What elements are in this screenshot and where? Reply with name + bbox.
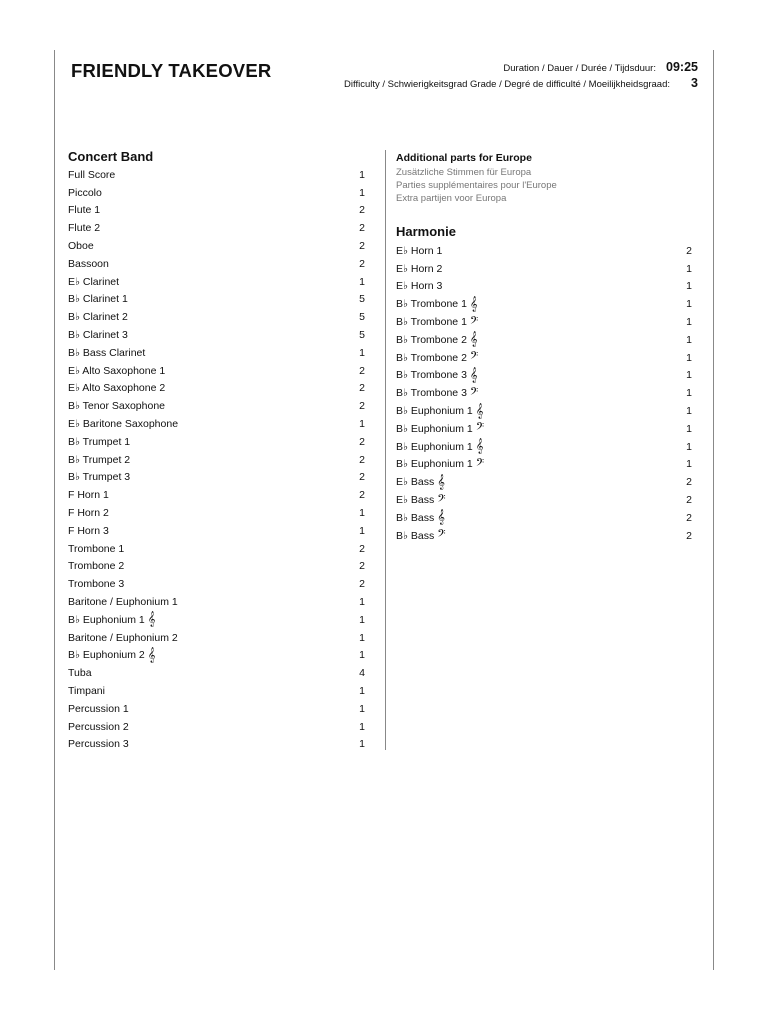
part-row [68, 380, 365, 398]
part-label: B♭ Tenor Saxophone [68, 400, 165, 413]
part-row [68, 184, 365, 202]
part-name [396, 280, 442, 292]
part-name [68, 293, 128, 305]
part-quantity: 1 [359, 186, 365, 199]
part-label: B♭ Euphonium 1 [396, 422, 473, 435]
part-name [68, 738, 129, 750]
part-quantity: 2 [359, 382, 365, 395]
part-row [396, 527, 692, 545]
part-label: Flute 2 [68, 222, 101, 235]
part-row [68, 415, 365, 433]
part-row [68, 593, 365, 611]
part-quantity: 2 [359, 257, 365, 270]
part-name [396, 458, 484, 471]
part-name [396, 245, 442, 257]
part-name [396, 387, 478, 400]
part-label: E♭ Horn 3 [396, 280, 443, 293]
part-label: B♭ Trombone 3 [396, 387, 467, 400]
part-row [68, 219, 365, 237]
part-name [396, 263, 442, 275]
part-name [68, 169, 115, 181]
part-name [68, 703, 129, 715]
part-row [396, 473, 692, 491]
part-quantity: 1 [359, 738, 365, 751]
duration-row [344, 60, 698, 76]
part-row [68, 718, 365, 736]
part-name [68, 365, 165, 377]
part-name [68, 311, 128, 323]
part-row [396, 331, 692, 349]
part-name [396, 298, 478, 311]
part-name [396, 440, 483, 453]
part-label: B♭ Trombone 1 [396, 316, 467, 329]
part-quantity: 2 [359, 400, 365, 413]
part-quantity: 2 [686, 476, 692, 489]
part-row [68, 237, 365, 255]
column-divider [385, 150, 386, 750]
part-row [396, 384, 692, 402]
part-row [396, 278, 692, 296]
part-quantity: 5 [359, 293, 365, 306]
part-label: F Horn 1 [68, 489, 109, 502]
part-name [68, 329, 128, 341]
part-label: E♭ Alto Saxophone 1 [68, 364, 166, 377]
part-row [68, 344, 365, 362]
part-label: E♭ Clarinet [68, 275, 120, 288]
left-margin-rule [54, 50, 55, 970]
part-row [68, 308, 365, 326]
part-row [396, 295, 692, 313]
part-quantity: 1 [686, 387, 692, 400]
part-name [68, 418, 178, 430]
part-label: B♭ Trumpet 2 [68, 453, 131, 466]
part-label: Piccolo [68, 186, 102, 199]
part-name [68, 240, 94, 252]
part-label: B♭ Bass [396, 511, 435, 524]
part-quantity: 2 [686, 529, 692, 542]
part-quantity: 1 [359, 613, 365, 626]
part-quantity: 1 [686, 316, 692, 329]
part-name [396, 369, 478, 382]
part-row [396, 491, 692, 509]
part-quantity: 2 [686, 494, 692, 507]
part-quantity: 1 [686, 351, 692, 364]
part-name [68, 222, 100, 234]
part-row [68, 629, 365, 647]
part-quantity: 2 [359, 435, 365, 448]
part-row [68, 647, 365, 665]
part-label: E♭ Horn 1 [396, 244, 443, 257]
part-label: E♭ Alto Saxophone 2 [68, 382, 166, 395]
part-name [396, 529, 446, 542]
part-label: E♭ Bass [396, 476, 435, 489]
part-quantity: 1 [686, 440, 692, 453]
part-label: Percussion 2 [68, 720, 129, 733]
additional-parts-french: Parties supplémentaires pour l'Europe [396, 180, 557, 191]
part-name [68, 543, 124, 555]
part-name [396, 333, 478, 346]
part-label: B♭ Trombone 3 [396, 369, 467, 382]
part-row [68, 522, 365, 540]
part-name [68, 382, 165, 394]
part-name [68, 685, 105, 697]
part-quantity: 1 [359, 524, 365, 537]
part-label: Trombone 3 [68, 578, 125, 591]
part-label: B♭ Trombone 2 [396, 333, 467, 346]
piece-meta [344, 60, 698, 92]
part-quantity: 5 [359, 311, 365, 324]
part-quantity: 1 [359, 596, 365, 609]
part-name [396, 316, 478, 329]
part-quantity: 2 [359, 364, 365, 377]
treble-clef-icon: 𝄞 [475, 439, 484, 455]
part-quantity: 1 [359, 649, 365, 662]
part-quantity: 2 [359, 560, 365, 573]
part-row [68, 255, 365, 273]
treble-clef-icon: 𝄞 [469, 296, 478, 312]
part-label: B♭ Euphonium 1 [396, 458, 473, 471]
part-row [68, 504, 365, 522]
part-label: B♭ Trombone 1 [396, 298, 467, 311]
part-name [68, 276, 119, 288]
part-quantity: 4 [359, 667, 365, 680]
part-name [68, 649, 155, 662]
part-row [68, 326, 365, 344]
harmonie-list [396, 242, 692, 545]
part-quantity: 1 [359, 346, 365, 359]
part-row [68, 540, 365, 558]
bass-clef-icon: 𝄢 [469, 314, 479, 330]
part-label: E♭ Baritone Saxophone [68, 418, 179, 431]
part-row [68, 575, 365, 593]
part-row [396, 456, 692, 474]
part-row [396, 402, 692, 420]
part-row [68, 664, 365, 682]
part-row [68, 700, 365, 718]
part-label: F Horn 2 [68, 507, 109, 520]
part-row [396, 509, 692, 527]
part-label: Baritone / Euphonium 2 [68, 631, 178, 644]
part-name [68, 471, 130, 483]
part-name [396, 351, 478, 364]
part-row [68, 202, 365, 220]
part-label: B♭ Bass [396, 529, 435, 542]
part-row [68, 291, 365, 309]
part-row [396, 313, 692, 331]
difficulty-label: Difficulty / Schwierigkeitsgrad Grade / Degré de difficulté / Moeilijkheidsgraad: [344, 79, 670, 90]
part-label: Trombone 1 [68, 542, 125, 555]
concert-band-heading: Concert Band [68, 149, 154, 164]
right-margin-rule [713, 50, 714, 970]
bass-clef-icon: 𝄢 [469, 385, 479, 401]
part-row [68, 451, 365, 469]
part-quantity: 1 [359, 168, 365, 181]
harmonie-heading: Harmonie [396, 224, 456, 239]
treble-clef-icon: 𝄞 [437, 510, 445, 526]
part-row [68, 682, 365, 700]
part-label: E♭ Bass [396, 494, 435, 507]
part-quantity: 1 [686, 458, 692, 471]
part-label: Full Score [68, 168, 116, 181]
treble-clef-icon: 𝄞 [147, 647, 156, 663]
part-name [68, 525, 109, 537]
part-name [68, 721, 129, 733]
part-quantity: 1 [686, 298, 692, 311]
part-name [68, 507, 109, 519]
part-quantity: 2 [359, 471, 365, 484]
part-name [396, 422, 484, 435]
part-quantity: 1 [686, 369, 692, 382]
part-name [68, 489, 109, 501]
difficulty-row [344, 76, 698, 92]
part-name [68, 204, 100, 216]
part-label: B♭ Euphonium 2 [68, 649, 145, 662]
part-quantity: 1 [359, 507, 365, 520]
part-label: B♭ Bass Clarinet [68, 346, 146, 359]
part-quantity: 1 [686, 405, 692, 418]
part-quantity: 1 [686, 422, 692, 435]
part-row [396, 420, 692, 438]
treble-clef-icon: 𝄞 [147, 612, 156, 628]
additional-parts-german: Zusätzliche Stimmen für Europa [396, 167, 532, 178]
part-quantity: 2 [686, 511, 692, 524]
part-label: B♭ Clarinet 1 [68, 293, 128, 306]
part-quantity: 2 [686, 244, 692, 257]
part-quantity: 5 [359, 329, 365, 342]
part-quantity: 2 [359, 240, 365, 253]
part-quantity: 2 [359, 204, 365, 217]
piece-title: FRIENDLY TAKEOVER [71, 60, 272, 81]
part-name [68, 613, 155, 626]
additional-parts-heading: Additional parts for Europe [396, 152, 532, 164]
part-row [396, 367, 692, 385]
part-row [68, 486, 365, 504]
part-label: B♭ Clarinet 2 [68, 311, 128, 324]
part-label: B♭ Trumpet 1 [68, 435, 131, 448]
part-quantity: 1 [359, 685, 365, 697]
part-name [68, 347, 145, 359]
part-name [68, 560, 124, 572]
part-row [68, 273, 365, 291]
part-row [68, 611, 365, 629]
difficulty-value: 3 [691, 76, 698, 90]
part-label: Trombone 2 [68, 560, 125, 573]
treble-clef-icon: 𝄞 [475, 403, 484, 419]
bass-clef-icon: 𝄢 [437, 492, 446, 508]
bass-clef-icon: 𝄢 [437, 528, 446, 544]
part-label: Percussion 1 [68, 702, 129, 715]
part-label: E♭ Horn 2 [396, 262, 443, 275]
treble-clef-icon: 𝄞 [437, 474, 445, 490]
part-quantity: 1 [359, 702, 365, 715]
concert-band-list [68, 166, 365, 753]
part-name [68, 187, 102, 199]
part-name [68, 596, 178, 608]
part-quantity: 1 [359, 275, 365, 288]
part-quantity: 2 [359, 222, 365, 235]
part-quantity: 2 [359, 578, 365, 591]
treble-clef-icon: 𝄞 [469, 367, 478, 383]
part-row [68, 558, 365, 576]
part-quantity: 2 [359, 453, 365, 466]
part-row [68, 736, 365, 754]
part-label: B♭ Trumpet 3 [68, 471, 131, 484]
part-quantity: 2 [359, 489, 365, 502]
part-row [68, 362, 365, 380]
part-name [68, 454, 130, 466]
part-row [68, 397, 365, 415]
part-label: B♭ Euphonium 1 [396, 440, 473, 453]
part-label: B♭ Euphonium 1 [396, 405, 473, 418]
part-name [396, 405, 483, 418]
part-name [68, 436, 130, 448]
part-row [68, 433, 365, 451]
part-quantity: 1 [359, 418, 365, 431]
bass-clef-icon: 𝄢 [475, 456, 485, 472]
bass-clef-icon: 𝄢 [469, 350, 479, 366]
part-name [68, 632, 178, 644]
part-quantity: 1 [686, 262, 692, 275]
bass-clef-icon: 𝄢 [475, 421, 485, 437]
part-name [396, 494, 446, 507]
part-name [68, 667, 92, 679]
part-quantity: 1 [359, 720, 365, 733]
part-name [68, 258, 109, 270]
part-label: Timpani [68, 685, 105, 697]
part-label: Baritone / Euphonium 1 [68, 596, 178, 609]
part-label: Bassoon [68, 257, 109, 270]
part-label: Oboe [68, 240, 94, 253]
part-row [68, 469, 365, 487]
part-name [396, 476, 445, 489]
part-label: Percussion 3 [68, 738, 129, 751]
part-quantity: 2 [359, 542, 365, 555]
additional-parts-dutch: Extra partijen voor Europa [396, 193, 507, 204]
part-name [68, 578, 124, 590]
part-label: Flute 1 [68, 204, 101, 217]
part-quantity: 1 [686, 333, 692, 346]
treble-clef-icon: 𝄞 [469, 332, 478, 348]
part-row [396, 349, 692, 367]
part-label: Tuba [68, 667, 92, 680]
part-name [68, 400, 165, 412]
part-quantity: 1 [359, 631, 365, 644]
part-label: B♭ Clarinet 3 [68, 329, 128, 342]
part-row [68, 166, 365, 184]
part-label: B♭ Euphonium 1 [68, 613, 145, 626]
part-row [396, 260, 692, 278]
part-label: B♭ Trombone 2 [396, 351, 467, 364]
part-label: F Horn 3 [68, 524, 109, 537]
duration-label: Duration / Dauer / Durée / Tijdsduur: [503, 63, 656, 74]
duration-value: 09:25 [666, 60, 698, 74]
part-row [396, 438, 692, 456]
part-row [396, 242, 692, 260]
part-name [396, 511, 445, 524]
part-quantity: 1 [686, 280, 692, 293]
